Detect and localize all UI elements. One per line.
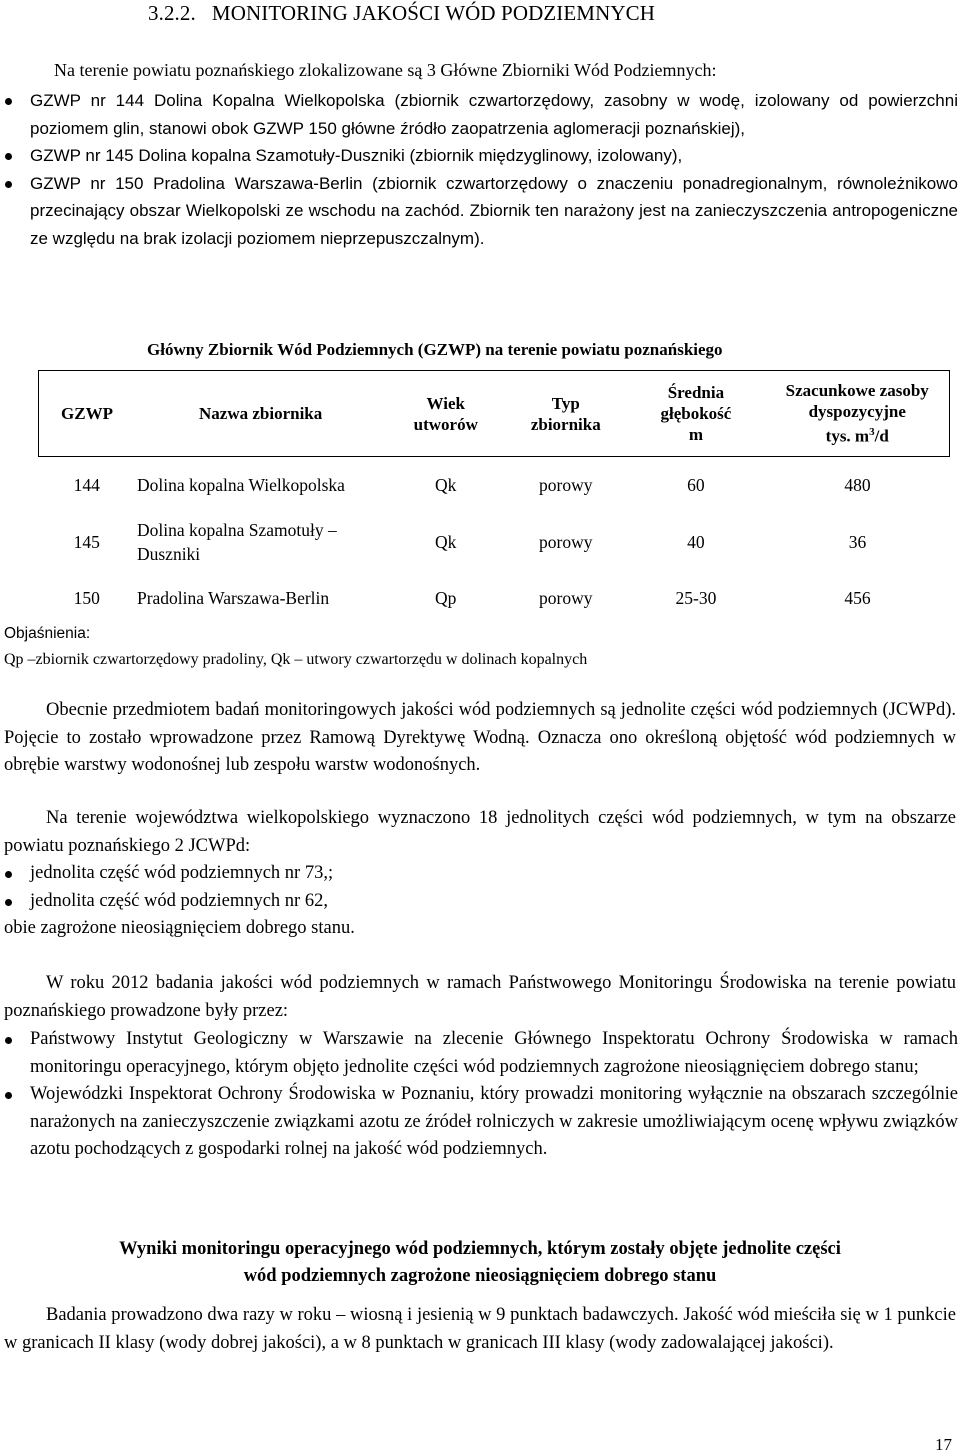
table-row: 144 Dolina kopalna Wielkopolska Qk porowy 60 480	[73, 474, 871, 495]
table-caption: Główny Zbiornik Wód Podziemnych (GZWP) na terenie powiatu poznańskiego	[147, 340, 723, 359]
list-item: Wojewódzki Inspektorat Ochrony Środowiska w Poznaniu, który prowadzi monitoring wyłącznie na obszarach szczególnie narażonych na zanieczyszczenie związkami azotu ze źródeł rolniczych w zakresie umożliwiającym ocenę wpływu związków azotu pochodzących z gospodarki rolnej na jakość wód podziemnych.	[30, 1081, 958, 1164]
gzwp-table	[38, 370, 950, 627]
jcwpd-note: obie zagrożone nieosiągnięciem dobrego stanu.	[4, 918, 355, 938]
list-item: Państwowy Instytut Geologiczny w Warszawie na zlecenie Głównego Inspektoratu Ochrony Środowiska w ramach monitoringu operacyjnego, którym objęto jednolite części wód podziemnych zagrożone nieosiągnięciem dobrego stanu;	[30, 1026, 958, 1081]
paragraph-2012: W roku 2012 badania jakości wód podziemnych w ramach Państwowego Monitoringu Środowiska na terenie powiatu poznańskiego prowadzone były przez:	[4, 973, 956, 1021]
jcwpd-list	[30, 860, 958, 915]
bullet-icon	[5, 98, 12, 105]
table-row: 150 Pradolina Warszawa-Berlin Qp porowy 25-30 456	[73, 588, 871, 608]
list-item: GZWP nr 144 Dolina Kopalna Wielkopolska (zbiornik czwartorzędowy, zasobny w wodę, izolowany od powierzchni poziomem glin, stanowi obok GZWP 150 główne źródło zaopatrzenia aglomeracji poznańskiej),	[30, 87, 958, 142]
page-number: 17	[935, 1435, 952, 1454]
paragraph-results: Badania prowadzono dwa razy w roku – wiosną i jesienią w 9 punktach badawczych. Jakość wód mieściła się w 1 punkcie w granicach II klasy (wody dobrej jakości), a w 8 punktach w granicach III klasy (wody zadowalającej jakości).	[4, 1305, 956, 1353]
header-gzwp: GZWP	[39, 371, 135, 457]
institutions-list	[30, 1026, 958, 1164]
results-heading: Wyniki monitoringu operacyjnego wód podziemnych, którym zostały objęte jednolite części wód podziemnych zagrożone nieosiągnięciem dobrego stanu	[119, 1239, 841, 1286]
list-item: jednolita część wód podziemnych nr 62,	[30, 888, 958, 916]
table-row: 145 Dolina kopalna Szamotuły – Duszniki Qk porowy 40 36	[73, 520, 867, 564]
section-heading	[148, 1, 655, 26]
explanations-text: Qp –zbiornik czwartorzędowy pradoliny, Qk – utwory czwartorzędu w dolinach kopalnych	[4, 651, 588, 668]
header-type: Typ zbiornika	[505, 371, 626, 457]
bullet-icon	[5, 899, 12, 906]
header-age: Wiek utworów	[386, 371, 505, 457]
header-resources: Szacunkowe zasoby dyspozycyjne tys. $m^3/d$	[765, 371, 949, 457]
bullet-icon	[5, 871, 12, 878]
bullet-icon	[5, 153, 12, 160]
gzwp-list	[30, 87, 958, 252]
list-item: jednolita część wód podziemnych nr 73,;	[30, 860, 958, 888]
explanations-label: Objaśnienia:	[4, 625, 91, 642]
bullet-icon	[5, 1037, 12, 1044]
paragraph-region: Na terenie województwa wielkopolskiego wyznaczono 18 jednolitych części wód podziemnych, w tym na obszarze powiatu poznańskiego 2 JCWPd:	[4, 808, 956, 856]
header-depth: Średnia głębokość m	[626, 371, 765, 457]
list-item: GZWP nr 150 Pradolina Warszawa-Berlin (zbiornik czwartorzędowy o znaczeniu ponadregionalnym, równoleżnikowo przecinający obszar Wielkopolski ze wschodu na zachód. Zbiornik ten narażony jest na zanieczyszczenia antropogeniczne ze względu na brak izolacji poziomem nieprzepuszczalnym).	[30, 170, 958, 253]
section-title: MONITORING JAKOŚCI WÓD PODZIEMNYCH	[211, 1, 655, 25]
paragraph-jcwpd: Obecnie przedmiotem badań monitoringowych jakości wód podziemnych są jednolite części wód podziemnych (JCWPd). Pojęcie to zostało wprowadzone przez Ramową Dyrektywę Wodną. Oznacza ono określoną objętość wód podziemnych w obrębie warstwy wodonośnej lub zespołu warstw wodonośnych.	[4, 700, 956, 775]
list-item: GZWP nr 145 Dolina kopalna Szamotuły-Duszniki (zbiornik międzyglinowy, izolowany),	[30, 142, 958, 170]
bullet-icon	[5, 1092, 12, 1099]
bullet-icon	[5, 181, 12, 188]
header-name: Nazwa zbiornika	[135, 371, 386, 457]
table-header-row	[39, 371, 950, 457]
section-number: 3.2.2.	[148, 1, 196, 25]
intro-text: Na terenie powiatu poznańskiego zlokalizowane są 3 Główne Zbiorniki Wód Podziemnych:	[54, 60, 717, 80]
